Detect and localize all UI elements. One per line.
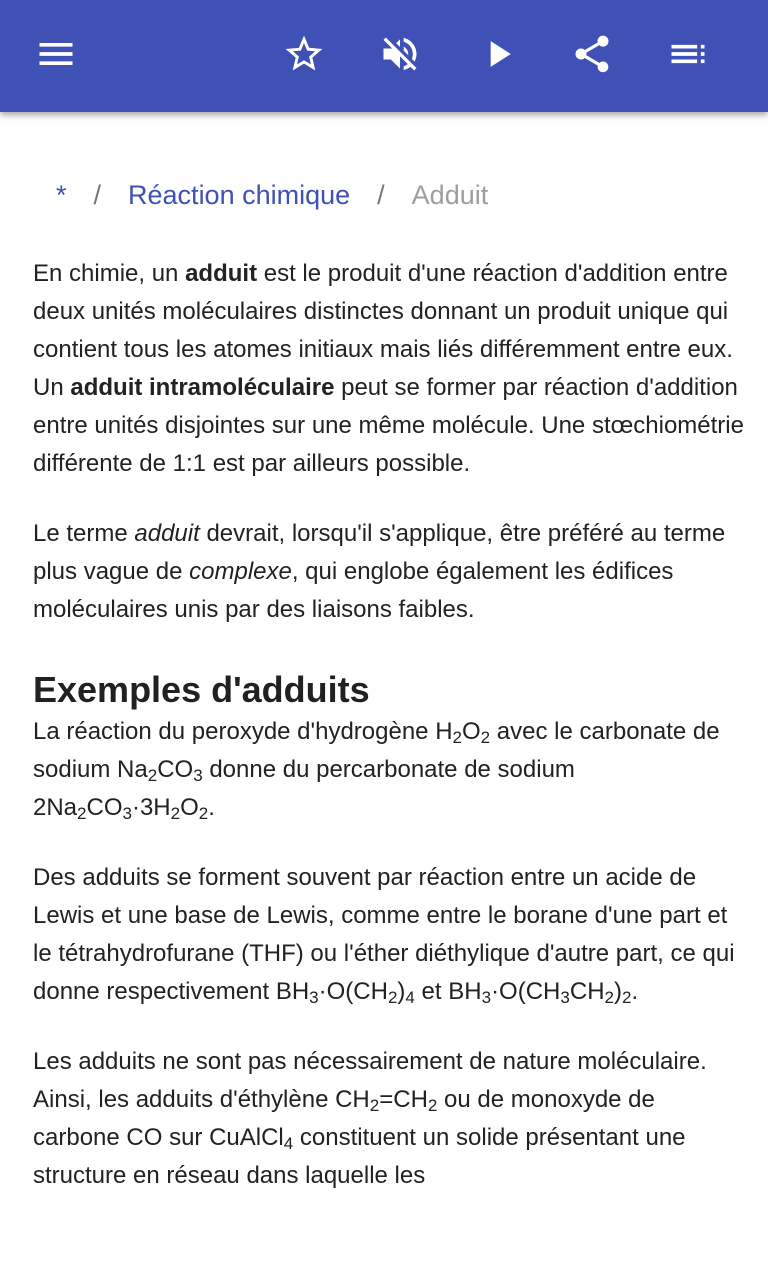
- toc-button[interactable]: [656, 24, 720, 88]
- paragraph-lewis: Des adduits se forment souvent par réaction entre un acide de Lewis et une base de Lewis, comme entre le borane d'une part et le tétrahydrofurane (THF) ou l'éther diéthylique d'autre part, ce qui donne respectivement $BH_3\cdot O(CH_2)_4$ et $BH_3\cdot O(CH_3CH_2)_2$.: [33, 864, 735, 1007]
- play-button[interactable]: [466, 24, 530, 88]
- play-icon: [476, 32, 520, 81]
- app-toolbar: [0, 0, 768, 112]
- article-content: [0, 112, 768, 1280]
- section-heading: Exemples d'adduits: [33, 669, 370, 710]
- star-outline-icon: [282, 32, 326, 81]
- mute-button[interactable]: [368, 24, 432, 88]
- share-icon: [570, 32, 614, 81]
- hamburger-menu-icon: [34, 32, 78, 81]
- article-body: [33, 255, 745, 1227]
- paragraph-percarbonate: La réaction du peroxyde d'hydrogène $H_2O_2$ avec le carbonate de sodium $Na_2CO_3$ donne du percarbonate de sodium $2Na_2CO_3\cdot 3H_2O_2$.: [33, 718, 720, 823]
- share-button[interactable]: [560, 24, 624, 88]
- favorite-button[interactable]: [272, 24, 336, 88]
- bold-term-intramolecular: adduit intramoléculaire: [70, 374, 335, 401]
- breadcrumb-home-link[interactable]: *: [56, 180, 67, 210]
- breadcrumb-separator: /: [93, 180, 102, 210]
- breadcrumb: [56, 180, 488, 211]
- paragraph-intro: En chimie, un adduit est le produit d'une réaction d'addition entre deux unités moléculaires distinctes donnant un produit unique qui contient tous les atomes initiaux mais liés différemment entre eux. Un adduit intramoléculaire peut se former par réaction d'addition entre unités disjointes sur une même molécule. Une stœchiométrie différente de 1:1 est par ailleurs possible.: [33, 260, 744, 477]
- breadcrumb-parent-link[interactable]: Réaction chimique: [128, 180, 351, 210]
- breadcrumb-current: Adduit: [411, 180, 489, 210]
- paragraph-network: Les adduits ne sont pas nécessairement de nature moléculaire. Ainsi, les adduits d'éthylène $CH_2=CH_2$ ou de monoxyde de carbone CO sur CuAlCl$_4$ constituent un solide présentant une structure en réseau dans laquelle les: [33, 1048, 707, 1189]
- breadcrumb-separator: /: [377, 180, 385, 210]
- volume-off-icon: [378, 32, 422, 81]
- paragraph-terminology: Le terme adduit devrait, lorsqu'il s'applique, être préféré au terme plus vague de complexe, qui englobe également les édifices moléculaires unis par des liaisons faibles.: [33, 520, 726, 623]
- bold-term-adduit: adduit: [185, 260, 258, 287]
- table-of-contents-icon: [666, 32, 710, 81]
- menu-button[interactable]: [24, 24, 88, 88]
